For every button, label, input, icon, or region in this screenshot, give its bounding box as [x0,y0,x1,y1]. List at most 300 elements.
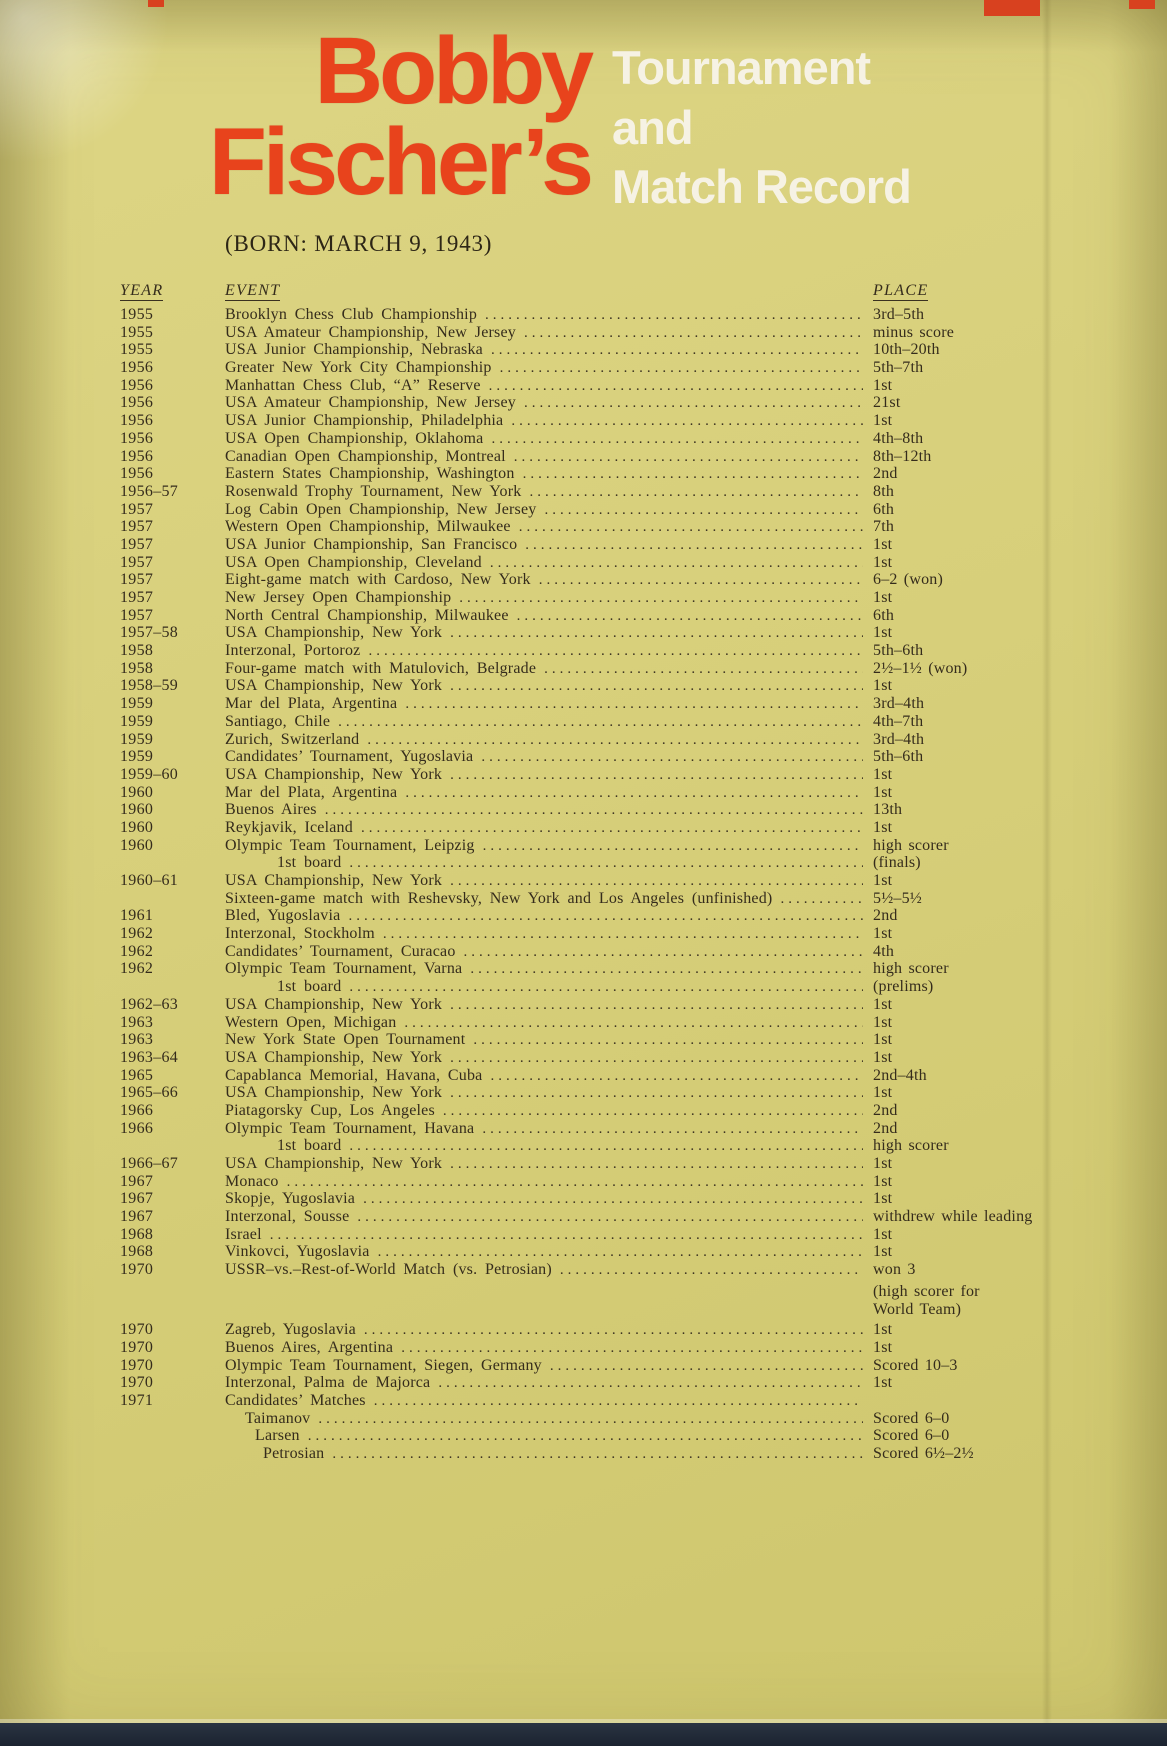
event-cell: Zagreb, Yugoslavia [225,1321,356,1339]
place-cell: 1st [873,1243,893,1261]
table-row [120,660,1045,678]
table-row [120,1339,1045,1357]
event-cell: Log Cabin Open Championship, New Jersey [225,500,537,518]
dot-leader [401,1339,863,1356]
place-cell: 1st [873,818,893,836]
year-cell: 1970 [120,1261,154,1279]
year-cell: 1970 [120,1356,154,1374]
year-cell: 1966–67 [120,1155,179,1172]
table-row [120,394,1045,412]
event-cell: New Jersey Open Championship [225,589,452,606]
place-cell: 2nd [873,1119,898,1137]
event-cell: Manhattan Chess Club, “A” Reserve [225,376,481,394]
dot-leader [544,501,863,518]
dot-leader [524,394,863,411]
event-cell: Santiago, Chile [225,712,331,730]
event-cell: Candidates’ Tournament, Yugoslavia [225,748,474,766]
dot-leader [491,430,863,447]
place-cell: Scored 6–0 [873,1409,950,1427]
place-cell: 10th–20th [873,341,940,359]
table-row [120,1031,1045,1049]
dot-leader [374,1392,863,1409]
table-row [120,1445,1045,1463]
year-cell: 1957 [120,606,154,624]
year-cell: 1959 [120,695,154,713]
dot-leader [500,359,863,376]
table-row [120,642,1045,660]
dot-leader [482,1120,863,1137]
table-row [120,713,1045,731]
table-row [120,1243,1045,1261]
year-cell: 1961 [120,907,154,925]
place-cell: 1st [873,925,893,943]
record-table [120,282,1045,1463]
dot-leader [450,872,863,889]
year-cell: 1970 [120,1338,154,1356]
place-cell: Scored 10–3 [873,1356,958,1374]
dot-leader [450,1049,863,1066]
place-cell: 1st [873,1321,893,1339]
place-cell: 8th [873,482,895,500]
dot-leader [361,819,863,836]
event-cell: Buenos Aires [225,801,317,819]
year-cell: 1957 [120,518,154,536]
year-cell: 1957 [120,553,154,571]
dot-leader [450,1155,863,1172]
dot-leader [470,960,863,977]
table-row [120,784,1045,802]
dot-leader [349,1137,863,1154]
dot-leader [405,695,863,712]
dot-leader [524,324,863,341]
dot-leader [514,448,863,465]
year-cell: 1962 [120,942,154,960]
table-row [120,748,1045,766]
event-cell: Bled, Yugoslavia [225,907,341,925]
place-cell: (prelims) [873,978,934,996]
table-row [120,377,1045,395]
dot-leader [443,1102,863,1119]
place-cell: 1st [873,1190,893,1208]
dot-leader [544,660,863,677]
place-cell: Scored 6½–2½ [873,1445,974,1462]
dot-leader [367,731,863,748]
table-row [120,1392,1045,1410]
place-cell: 2nd [873,1101,898,1119]
dot-leader [491,341,863,358]
table-row [120,1410,1045,1428]
table-row [120,872,1045,890]
place-cell: 2nd [873,907,898,925]
dot-leader [450,1084,863,1101]
table-row [120,341,1045,359]
table-header [120,282,1045,300]
place-cell: 7th [873,518,895,536]
table-row [120,695,1045,713]
year-cell: 1960–61 [120,872,179,889]
header-col-year [120,282,225,300]
year-cell: 1960 [120,801,154,819]
year-cell: 1958–59 [120,677,179,695]
year-cell: 1966 [120,1101,154,1119]
place-cell: (finals) [873,854,921,872]
header-year: YEAR [120,282,164,299]
dot-leader [233,1297,863,1314]
table-row [120,1173,1045,1191]
place-cell: 1st [873,1048,893,1066]
place-cell: Scored 6–0 [873,1427,950,1445]
place-cell: 1st [873,553,893,571]
dot-leader [525,536,863,553]
year-cell: 1956 [120,412,154,430]
place-cell: 1st [873,412,893,430]
table-row [120,1226,1045,1244]
year-cell: 1968 [120,1243,154,1261]
place-cell: 5th–7th [873,359,924,377]
jacket-bottom-band [0,1723,1167,1746]
year-cell: 1958 [120,642,154,660]
dot-leader [550,1357,863,1374]
event-cell: Rosenwald Trophy Tournament, New York [225,482,522,500]
event-cell: Reykjavik, Iceland [225,818,353,836]
table-row [120,624,1045,642]
place-cell: 1st [873,783,893,801]
dot-leader [450,677,863,694]
table-row [120,465,1045,483]
dot-leader [332,1445,863,1462]
year-cell: 1959 [120,748,154,766]
event-cell: Interzonal, Portoroz [225,642,361,660]
event-cell: Eight-game match with Cardoso, New York [225,571,531,589]
table-row [120,943,1045,961]
event-cell: Larsen [255,1427,300,1445]
place-cell: 4th–7th [873,712,924,730]
year-cell: 1957 [120,535,154,553]
year-cell: 1968 [120,1225,154,1243]
dot-leader [523,465,863,482]
place-cell: 1st [873,1225,893,1243]
table-row [120,837,1045,855]
dot-leader [338,713,863,730]
event-cell: Candidates’ Matches [225,1391,366,1409]
header-col-place [873,282,1045,300]
event-cell: USA Championship, New York [225,1155,443,1172]
event-cell: North Central Championship, Milwaukee [225,606,509,624]
event-cell: USA Championship, New York [225,1084,443,1102]
event-cell: Mar del Plata, Argentina [225,695,398,713]
dot-leader [490,1067,863,1084]
table-row [120,1190,1045,1208]
event-cell: Eastern States Championship, Washington [225,465,515,483]
table-row [120,1067,1045,1085]
dot-leader [378,1243,863,1260]
table-row [120,801,1045,819]
place-cell: high scorer [873,1137,949,1155]
event-cell: Olympic Team Tournament, Varna [225,960,463,978]
event-cell: New York State Open Tournament [225,1031,466,1049]
event-cell: USA Open Championship, Cleveland [225,553,482,571]
place-cell: 1st [873,1084,893,1102]
dot-leader [348,907,863,924]
table-row [120,677,1045,695]
year-cell: 1971 [120,1391,154,1409]
event-cell: USA Championship, New York [225,677,443,695]
year-cell: 1955 [120,341,154,359]
year-cell: 1956 [120,376,154,394]
dot-leader [404,1014,863,1031]
dot-leader [780,890,863,907]
dot-leader [364,1321,863,1338]
dot-leader [481,748,863,765]
year-cell: 1962 [120,925,154,943]
born-line: (BORN: MARCH 9, 1943) [225,231,493,257]
place-cell: 1st [873,589,893,606]
event-cell: USA Junior Championship, San Francisco [225,535,518,553]
year-cell: 1963 [120,1031,154,1049]
event-cell: Sixteen-game match with Reshevsky, New York and Los Angeles (unfinished) [225,889,773,907]
year-cell: 1958 [120,659,154,677]
dot-leader [485,306,863,323]
dot-leader [405,784,863,801]
event-cell: Zurich, Switzerland [225,730,360,748]
table-row [120,1427,1045,1445]
place-cell: won 3 [873,1261,916,1279]
event-cell: USA Junior Championship, Nebraska [225,341,483,359]
subtitle-line-second: and [612,100,693,154]
dot-leader [363,1190,863,1207]
year-cell: 1967 [120,1208,154,1226]
place-cell: World Team) [873,1300,962,1318]
table-row [120,1374,1045,1392]
place-cell: high scorer [873,836,949,854]
dot-leader [489,377,863,394]
table-row [120,1049,1045,1067]
dot-leader [519,518,863,535]
event-cell: 1st board [277,1137,342,1155]
event-cell: Olympic Team Tournament, Havana [225,1119,475,1137]
event-cell: Western Open Championship, Milwaukee [225,518,511,536]
event-cell: Monaco [225,1172,279,1190]
table-row [120,978,1045,996]
year-cell: 1956–57 [120,482,179,500]
place-cell: 13th [873,801,903,819]
dot-leader [529,483,863,500]
event-cell: Piatagorsky Cup, Los Angeles [225,1101,435,1119]
dot-leader [517,607,863,624]
place-cell: 4th–8th [873,429,924,447]
dot-leader [483,837,863,854]
place-cell: 1st [873,765,893,783]
dot-leader [233,1279,863,1296]
dot-leader [450,624,863,641]
dot-leader [318,1410,863,1427]
event-cell: Skopje, Yugoslavia [225,1190,356,1208]
event-cell: USSR–vs.–Rest-of-World Match (vs. Petrosian) [225,1261,552,1279]
event-cell: Interzonal, Sousse [225,1208,350,1226]
place-cell: 6th [873,500,895,518]
place-cell: 4th [873,942,895,960]
place-cell: 3rd–4th [873,730,925,748]
record-table-body [120,306,1045,1463]
event-cell: USA Championship, New York [225,1048,443,1066]
dot-leader [357,1208,863,1225]
place-cell: 6th [873,606,895,624]
event-cell: USA Championship, New York [225,624,443,642]
dot-leader [473,1031,863,1048]
dot-leader [490,554,863,571]
dot-leader [450,996,863,1013]
place-cell: 1st [873,1155,893,1172]
place-cell: 1st [873,1374,893,1392]
place-cell: 2½–1½ (won) [873,659,968,677]
book-title [72,18,590,216]
table-row [120,1137,1045,1155]
dot-leader [511,412,863,429]
event-cell: Four-game match with Matulovich, Belgrade [225,659,537,677]
table-row [120,1102,1045,1120]
table-row [120,1014,1045,1032]
table-row [120,412,1045,430]
table-row [120,854,1045,872]
event-cell: Candidates’ Tournament, Curacao [225,942,456,960]
dot-leader [539,571,863,588]
year-cell: 1960 [120,818,154,836]
place-cell: 1st [873,1172,893,1190]
dot-leader [368,642,863,659]
event-cell: Israel [225,1225,262,1243]
jacket-red-mark-corner-icon [1129,0,1155,9]
event-cell: Mar del Plata, Argentina [225,783,398,801]
year-cell: 1967 [120,1172,154,1190]
place-cell: minus score [873,323,955,341]
table-row [120,925,1045,943]
event-cell: 1st board [277,854,342,872]
table-row [120,536,1045,554]
year-cell: 1959 [120,712,154,730]
year-cell: 1956 [120,429,154,447]
event-cell: Petrosian [263,1445,325,1462]
year-cell: 1967 [120,1190,154,1208]
table-row [120,960,1045,978]
year-cell: 1959–60 [120,765,179,783]
year-cell: 1955 [120,306,154,323]
dot-leader [349,854,863,871]
table-row [120,890,1045,908]
place-cell: 1st [873,624,893,642]
event-cell: USA Amateur Championship, New Jersey [225,323,516,341]
subtitle-line-first: Tournament [612,41,871,94]
event-cell: Interzonal, Palma de Majorca [225,1374,431,1392]
year-cell: 1956 [120,465,154,483]
event-cell: Western Open, Michigan [225,1013,397,1031]
event-cell: Greater New York City Championship [225,359,492,377]
year-cell: 1956 [120,359,154,377]
table-row [120,766,1045,784]
year-cell: 1965 [120,1066,154,1084]
table-row [120,819,1045,837]
dot-leader [450,766,863,783]
place-cell: 1st [873,995,893,1013]
year-cell: 1956 [120,447,154,465]
place-cell: 5th–6th [873,748,924,766]
event-cell: Taimanov [245,1409,311,1427]
subtitle-line-third: Match Record [612,160,911,214]
place-cell: 2nd [873,465,898,483]
year-cell: 1962 [120,960,154,978]
year-cell: 1956 [120,394,154,412]
place-cell: 3rd–5th [873,306,925,323]
place-cell: 1st [873,1338,893,1356]
event-cell: USA Championship, New York [225,765,443,783]
dot-leader [560,1261,863,1278]
place-cell: 3rd–4th [873,695,925,713]
book-subtitle [612,26,911,217]
event-cell: 1st board [277,978,342,996]
year-cell: 1957 [120,589,154,606]
place-cell: high scorer [873,960,949,978]
year-cell: 1957 [120,571,154,589]
event-cell: Vinkovci, Yugoslavia [225,1243,370,1261]
title-block [0,0,1167,217]
table-row [120,1357,1045,1375]
table-row [120,607,1045,625]
dot-leader [438,1374,863,1391]
dot-leader [459,589,863,606]
header-event: EVENT [225,282,281,299]
table-row [120,1208,1045,1226]
table-row [120,430,1045,448]
year-cell: 1960 [120,836,154,854]
year-cell: 1963 [120,1013,154,1031]
table-row [120,589,1045,607]
event-cell: Canadian Open Championship, Montreal [225,447,506,465]
event-cell: Buenos Aires, Argentina [225,1338,394,1356]
dot-leader [287,1173,863,1190]
table-row [120,1279,1045,1300]
place-cell: 1st [873,1013,893,1031]
year-cell: 1970 [120,1374,154,1392]
year-cell: 1957 [120,500,154,518]
table-row [120,907,1045,925]
place-cell: 6–2 (won) [873,571,944,589]
event-cell: USA Junior Championship, Philadelphia [225,412,504,430]
table-row [120,1261,1045,1279]
year-cell: 1963–64 [120,1048,179,1066]
jacket-red-mark-left-icon [148,0,164,7]
jacket-red-mark-right-icon [984,0,1040,16]
place-cell: 5½–5½ [873,889,922,907]
table-row [120,501,1045,519]
place-cell: 1st [873,677,893,695]
year-cell: 1957–58 [120,624,179,642]
table-row [120,448,1045,466]
event-cell: USA Open Championship, Oklahoma [225,429,484,447]
year-cell: 1966 [120,1119,154,1137]
year-cell: 1959 [120,730,154,748]
title-line-second: Fischer’s [208,109,590,216]
event-cell: Olympic Team Tournament, Siegen, Germany [225,1356,542,1374]
header-place: PLACE [873,282,929,299]
event-cell: USA Amateur Championship, New Jersey [225,394,516,412]
event-cell: USA Championship, New York [225,995,443,1013]
table-row [120,731,1045,749]
event-cell: Brooklyn Chess Club Championship [225,306,478,323]
dot-leader [308,1427,863,1444]
event-cell: Interzonal, Stockholm [225,925,375,943]
event-cell: Capablanca Memorial, Havana, Cuba [225,1066,483,1084]
place-cell: 21st [873,394,901,412]
year-cell: 1955 [120,323,154,341]
